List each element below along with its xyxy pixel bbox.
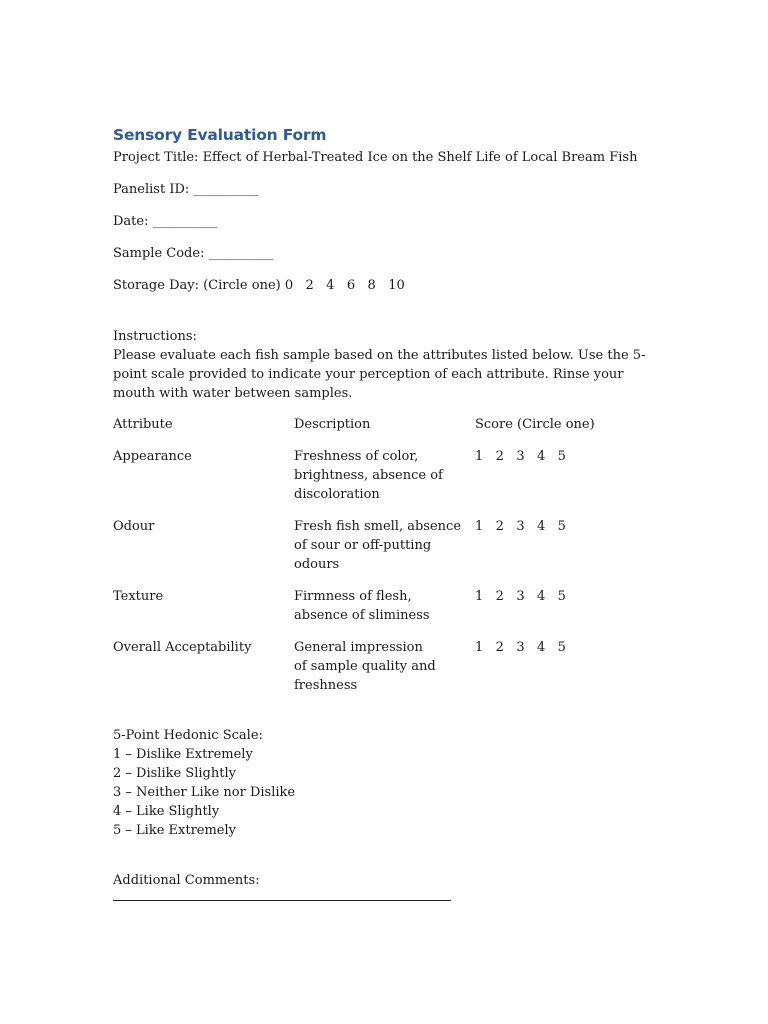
table-row — [113, 587, 658, 625]
score-table — [113, 415, 658, 695]
attribute-cell: Overall Acceptability — [113, 640, 252, 655]
description-cell: Fresh fish smell, absence of sour or off-putting odours — [294, 519, 462, 572]
description-cell: Firmness of flesh, absence of sliminess — [294, 589, 430, 623]
instructions-text: Please evaluate each fish sample based on the attributes listed below. Use the 5-point scale provided to indicate your perception of each attribute. Rinse your mouth with water between samples. — [113, 348, 646, 401]
score-cell[interactable]: 1 2 3 4 5 — [475, 640, 566, 655]
form-page — [113, 124, 658, 901]
table-row — [113, 517, 658, 574]
description-cell: Freshness of color, brightness, absence of discoloration — [294, 449, 443, 502]
attribute-cell: Odour — [113, 519, 155, 534]
hedonic-item: 4 – Like Slightly — [113, 804, 220, 819]
score-cell[interactable]: 1 2 3 4 5 — [475, 589, 566, 604]
panelist-id-field[interactable]: Panelist ID: __________ — [113, 182, 259, 197]
hedonic-item: 2 – Dislike Slightly — [113, 766, 236, 781]
form-title: Sensory Evaluation Form — [113, 126, 327, 144]
instructions-heading: Instructions: — [113, 329, 197, 344]
date-field[interactable]: Date: __________ — [113, 214, 218, 229]
header-attribute: Attribute — [113, 417, 173, 432]
table-row — [113, 447, 658, 504]
table-row — [113, 638, 658, 695]
project-title: Project Title: Effect of Herbal-Treated Ice on the Shelf Life of Local Bream Fish — [113, 150, 638, 165]
description-cell: General impression of sample quality and freshness — [294, 640, 436, 693]
hedonic-heading: 5-Point Hedonic Scale: — [113, 728, 263, 743]
sample-code-field[interactable]: Sample Code: __________ — [113, 246, 274, 261]
comments-section — [113, 871, 658, 901]
hedonic-item: 1 – Dislike Extremely — [113, 747, 253, 762]
comments-input-line[interactable] — [113, 890, 451, 901]
score-cell[interactable]: 1 2 3 4 5 — [475, 519, 566, 534]
hedonic-scale — [113, 726, 658, 840]
header-description: Description — [294, 417, 371, 432]
attribute-cell: Texture — [113, 589, 164, 604]
hedonic-item: 3 – Neither Like nor Dislike — [113, 785, 296, 800]
header-score: Score (Circle one) — [475, 417, 595, 432]
attribute-cell: Appearance — [113, 449, 192, 464]
comments-label: Additional Comments: — [113, 873, 260, 888]
storage-day-field[interactable]: Storage Day: (Circle one) 0 2 4 6 8 10 — [113, 278, 405, 293]
score-cell[interactable]: 1 2 3 4 5 — [475, 449, 566, 464]
hedonic-item: 5 – Like Extremely — [113, 823, 237, 838]
table-header-row — [113, 415, 658, 434]
